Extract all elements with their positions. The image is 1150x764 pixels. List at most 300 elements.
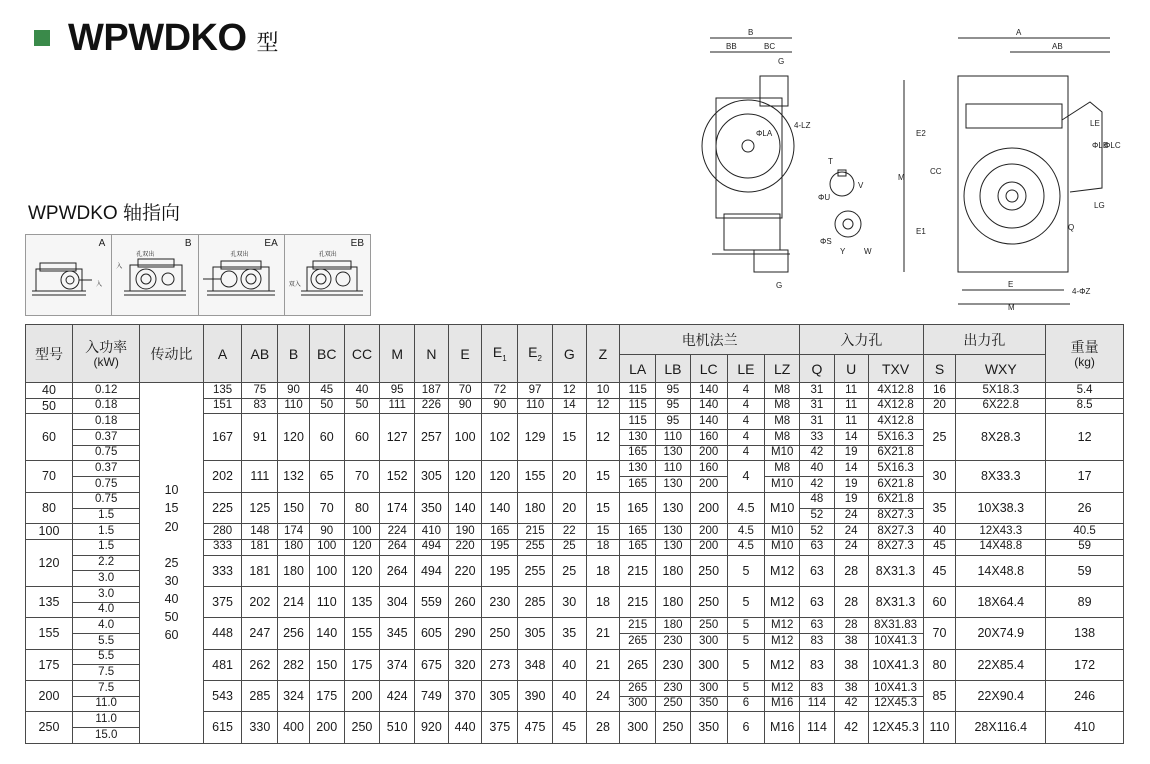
cell-motor: 230 <box>656 634 691 650</box>
cell-dim: 100 <box>309 555 344 586</box>
cell-dim: 324 <box>278 681 310 712</box>
cell-motor: M16 <box>765 696 800 712</box>
svg-text:Y: Y <box>840 247 846 256</box>
th-n: N <box>415 325 449 383</box>
cell-dim: 20 <box>552 461 586 492</box>
cell-dim: 12 <box>586 414 620 461</box>
th-output-hole: 出力孔 <box>923 325 1046 355</box>
cell-input: 42 <box>800 445 835 461</box>
cell-motor: 180 <box>656 586 691 617</box>
cell-dim: 375 <box>203 586 242 617</box>
cell-dim: 230 <box>482 586 518 617</box>
cell-dim: 70 <box>309 492 344 523</box>
cell-motor: 130 <box>656 445 691 461</box>
cell-input: 12X45.3 <box>868 712 923 743</box>
cell-dim: 174 <box>278 524 310 540</box>
th-e: E <box>448 325 482 383</box>
cell-dim: 475 <box>518 712 553 743</box>
orientation-a-note: 入 <box>96 282 103 288</box>
cell-power: 7.5 <box>72 665 139 681</box>
cell-motor: 115 <box>620 398 656 414</box>
cell-input: 8X31.3 <box>868 586 923 617</box>
cell-motor: 300 <box>690 634 727 650</box>
cell-dim: 60 <box>309 414 344 461</box>
cell-power: 0.75 <box>72 445 139 461</box>
cell-motor: 180 <box>656 555 691 586</box>
cell-output: 110 <box>923 712 956 743</box>
orientation-b-label: B <box>184 238 192 249</box>
cell-model: 135 <box>26 586 73 617</box>
cell-input: 8X31.3 <box>868 555 923 586</box>
cell-motor: 115 <box>620 414 656 430</box>
cell-motor: M16 <box>765 712 800 743</box>
cell-dim: 20 <box>552 492 586 523</box>
th-lc: LC <box>690 355 727 383</box>
cell-motor: 4 <box>727 383 765 399</box>
cell-input: 42 <box>800 477 835 493</box>
cell-dim: 120 <box>278 414 310 461</box>
cell-model: 155 <box>26 618 73 649</box>
th-z: Z <box>586 325 620 383</box>
gearbox-eb-icon <box>285 235 371 315</box>
cell-input: 5X16.3 <box>868 461 923 477</box>
th-e1: $E_1$ <box>482 325 518 383</box>
cell-motor: M10 <box>765 477 800 493</box>
cell-output: 60 <box>923 586 956 617</box>
cell-motor: M12 <box>765 681 800 697</box>
cell-power: 4.0 <box>72 602 139 618</box>
cell-motor: 5 <box>727 681 765 697</box>
cell-dim: 25 <box>552 555 586 586</box>
cell-motor: 350 <box>690 696 727 712</box>
cell-dim: 305 <box>482 681 518 712</box>
cell-dim: 375 <box>482 712 518 743</box>
cell-dim: 282 <box>278 649 310 680</box>
cell-dim: 132 <box>278 461 310 492</box>
cell-dim: 262 <box>242 649 278 680</box>
dim-bb: BB <box>726 42 737 51</box>
cell-dim: 448 <box>203 618 242 649</box>
cell-input: 10X41.3 <box>868 649 923 680</box>
cell-power: 1.5 <box>72 524 139 540</box>
cell-input: 63 <box>800 618 835 634</box>
orientation-a-label: A <box>98 238 106 249</box>
cell-dim: 12 <box>552 383 586 399</box>
cell-dim: 333 <box>203 555 242 586</box>
th-u: U <box>834 355 868 383</box>
cell-weight: 89 <box>1046 586 1124 617</box>
cell-dim: 40 <box>552 649 586 680</box>
orientation-eb-note: 孔双出 <box>318 252 337 258</box>
cell-power: 5.5 <box>72 634 139 650</box>
cell-motor: M12 <box>765 586 800 617</box>
cell-dim: 348 <box>518 649 553 680</box>
cell-dim: 21 <box>586 649 620 680</box>
cell-motor: 4.5 <box>727 524 765 540</box>
front-view-drawing <box>898 28 1121 312</box>
th-lb: LB <box>656 355 691 383</box>
cell-motor: 200 <box>690 492 727 523</box>
orientation-eb-note2: 双入 <box>288 282 301 288</box>
cell-dim: 200 <box>309 712 344 743</box>
cell-motor: 4 <box>727 414 765 430</box>
cell-input: 42 <box>834 712 868 743</box>
th-m: M <box>380 325 415 383</box>
cell-motor: 4.5 <box>727 539 765 555</box>
svg-text:ΦS: ΦS <box>820 237 832 246</box>
cell-output: 25 <box>923 414 956 461</box>
th-model: 型号 <box>26 325 73 383</box>
cell-motor: 6 <box>727 696 765 712</box>
orientation-b-note2: 入 <box>116 264 123 270</box>
cell-output: 14X48.8 <box>956 539 1046 555</box>
cell-power: 0.37 <box>72 430 139 446</box>
cell-motor: 130 <box>656 539 691 555</box>
cell-motor: 140 <box>690 414 727 430</box>
cell-dim: 127 <box>380 414 415 461</box>
cell-input: 19 <box>834 445 868 461</box>
cell-power: 7.5 <box>72 681 139 697</box>
cell-input: 40 <box>800 461 835 477</box>
cell-motor: 180 <box>656 618 691 634</box>
cell-dim: 155 <box>344 618 380 649</box>
cell-dim: 111 <box>380 398 415 414</box>
cell-input: 48 <box>800 492 835 508</box>
svg-text:E1: E1 <box>916 227 926 236</box>
cell-input: 14 <box>834 430 868 446</box>
cell-dim: 40 <box>552 681 586 712</box>
cell-motor: M12 <box>765 618 800 634</box>
side-view-drawing <box>702 28 811 290</box>
cell-dim: 675 <box>415 649 449 680</box>
svg-text:CC: CC <box>930 167 942 176</box>
svg-text:M: M <box>1008 303 1015 312</box>
cell-output: 8X28.3 <box>956 414 1046 461</box>
cell-dim: 180 <box>518 492 553 523</box>
cell-dim: 65 <box>309 461 344 492</box>
cell-motor: 115 <box>620 383 656 399</box>
cell-output: 8X33.3 <box>956 461 1046 492</box>
cell-output: 80 <box>923 649 956 680</box>
cell-dim: 280 <box>203 524 242 540</box>
cell-dim: 24 <box>586 681 620 712</box>
cell-dim: 15 <box>586 492 620 523</box>
cell-output: 70 <box>923 618 956 649</box>
cell-motor: 300 <box>620 696 656 712</box>
cell-weight: 59 <box>1046 555 1124 586</box>
cell-input: 8X27.3 <box>868 524 923 540</box>
cell-dim: 45 <box>309 383 344 399</box>
cell-dim: 390 <box>518 681 553 712</box>
th-lz: LZ <box>765 355 800 383</box>
cell-dim: 195 <box>482 539 518 555</box>
th-ratio: 传动比 <box>140 325 203 383</box>
cell-input: 31 <box>800 414 835 430</box>
cell-input: 28 <box>834 586 868 617</box>
svg-text:E2: E2 <box>916 129 926 138</box>
cell-input: 11 <box>834 383 868 399</box>
cell-input: 63 <box>800 555 835 586</box>
th-g: G <box>552 325 586 383</box>
cell-weight: 5.4 <box>1046 383 1124 399</box>
cell-dim: 90 <box>482 398 518 414</box>
cell-motor: 110 <box>656 430 691 446</box>
cell-dim: 83 <box>242 398 278 414</box>
cell-dim: 50 <box>344 398 380 414</box>
cell-dim: 50 <box>309 398 344 414</box>
cell-output: 45 <box>923 555 956 586</box>
cell-dim: 370 <box>448 681 482 712</box>
th-le: LE <box>727 355 765 383</box>
cell-dim: 80 <box>344 492 380 523</box>
spec-body <box>26 383 1124 744</box>
cell-power: 4.0 <box>72 618 139 634</box>
cell-model: 60 <box>26 414 73 461</box>
cell-weight: 12 <box>1046 414 1124 461</box>
cell-output: 28X116.4 <box>956 712 1046 743</box>
orientation-eb-label: EB <box>350 238 364 249</box>
cell-dim: 175 <box>309 681 344 712</box>
orientation-b-note: 孔双出 <box>136 252 155 258</box>
cell-dim: 102 <box>482 414 518 461</box>
svg-text:V: V <box>858 181 864 190</box>
cell-output: 20X74.9 <box>956 618 1046 649</box>
cell-dim: 225 <box>203 492 242 523</box>
svg-text:ΦU: ΦU <box>818 193 831 202</box>
cell-dim: 260 <box>448 586 482 617</box>
cell-dim: 14 <box>552 398 586 414</box>
cell-output: 20 <box>923 398 956 414</box>
cell-motor: 95 <box>656 414 691 430</box>
cell-dim: 224 <box>380 524 415 540</box>
cell-model: 120 <box>26 539 73 586</box>
cell-power: 0.37 <box>72 461 139 477</box>
cell-dim: 181 <box>242 539 278 555</box>
cell-dim: 167 <box>203 414 242 461</box>
cell-dim: 72 <box>482 383 518 399</box>
dim-g-top: G <box>778 57 785 66</box>
cell-motor: M8 <box>765 430 800 446</box>
cell-motor: 4.5 <box>727 492 765 523</box>
cell-dim: 12 <box>586 398 620 414</box>
cell-dim: 333 <box>203 539 242 555</box>
cell-dim: 125 <box>242 492 278 523</box>
cell-motor: 165 <box>620 445 656 461</box>
cell-dim: 187 <box>415 383 449 399</box>
cell-motor: 5 <box>727 618 765 634</box>
cell-dim: 543 <box>203 681 242 712</box>
cell-dim: 110 <box>278 398 310 414</box>
cell-motor: 4 <box>727 445 765 461</box>
dim-bc: BC <box>764 42 776 51</box>
cell-dim: 181 <box>242 555 278 586</box>
spec-table <box>25 324 1124 744</box>
cell-dim: 150 <box>309 649 344 680</box>
orientation-ea <box>199 235 285 315</box>
orientation-eb <box>285 235 370 315</box>
orientation-b <box>112 235 198 315</box>
cell-input: 31 <box>800 383 835 399</box>
cell-dim: 920 <box>415 712 449 743</box>
cell-output: 16 <box>923 383 956 399</box>
cell-dim: 90 <box>448 398 482 414</box>
cell-motor: 250 <box>656 712 691 743</box>
cell-dim: 100 <box>309 539 344 555</box>
cell-dim: 15 <box>586 524 620 540</box>
cell-motor: 215 <box>620 555 656 586</box>
cell-dim: 111 <box>242 461 278 492</box>
cell-weight: 59 <box>1046 539 1124 555</box>
cell-dim: 215 <box>518 524 553 540</box>
gearbox-ea-icon <box>199 235 285 315</box>
cell-dim: 25 <box>552 539 586 555</box>
svg-text:E: E <box>1008 280 1014 289</box>
cell-dim: 345 <box>380 618 415 649</box>
cell-output: 12X43.3 <box>956 524 1046 540</box>
cell-weight: 26 <box>1046 492 1124 523</box>
cell-dim: 285 <box>518 586 553 617</box>
cell-dim: 120 <box>344 555 380 586</box>
th-e2: $E_2$ <box>518 325 553 383</box>
cell-dim: 18 <box>586 555 620 586</box>
cell-motor: 6 <box>727 712 765 743</box>
cell-dim: 140 <box>448 492 482 523</box>
gearbox-b-icon <box>112 235 198 315</box>
th-la: LA <box>620 355 656 383</box>
cell-output: 5X18.3 <box>956 383 1046 399</box>
cell-power: 2.2 <box>72 555 139 571</box>
title-suffix: 型 <box>256 29 279 55</box>
cell-dim: 256 <box>278 618 310 649</box>
cell-motor: 350 <box>690 712 727 743</box>
cell-input: 63 <box>800 539 835 555</box>
cell-input: 4X12.8 <box>868 414 923 430</box>
cell-input: 4X12.8 <box>868 383 923 399</box>
th-ab: AB <box>242 325 278 383</box>
cell-motor: 4 <box>727 430 765 446</box>
cell-dim: 180 <box>278 555 310 586</box>
cell-weight: 246 <box>1046 681 1124 712</box>
cell-motor: 250 <box>690 618 727 634</box>
th-wxy: WXY <box>956 355 1046 383</box>
cell-weight: 138 <box>1046 618 1124 649</box>
cell-dim: 35 <box>552 618 586 649</box>
cell-dim: 155 <box>518 461 553 492</box>
cell-dim: 190 <box>448 524 482 540</box>
cell-motor: 110 <box>656 461 691 477</box>
cell-motor: M12 <box>765 649 800 680</box>
orientation-panel <box>25 234 371 316</box>
cell-input: 24 <box>834 539 868 555</box>
cell-input: 6X21.8 <box>868 445 923 461</box>
cell-motor: 130 <box>656 524 691 540</box>
cell-motor: 215 <box>620 586 656 617</box>
svg-text:ΦLB: ΦLB <box>1092 141 1109 150</box>
cell-model: 250 <box>26 712 73 743</box>
cell-dim: 180 <box>278 539 310 555</box>
cell-dim: 140 <box>309 618 344 649</box>
cell-motor: 130 <box>656 492 691 523</box>
cell-input: 38 <box>834 681 868 697</box>
dim-4lz: 4-LZ <box>794 121 811 130</box>
cell-motor: 5 <box>727 586 765 617</box>
cell-motor: 5 <box>727 555 765 586</box>
cell-dim: 494 <box>415 555 449 586</box>
svg-text:M: M <box>898 173 905 182</box>
cell-power: 3.0 <box>72 571 139 587</box>
cell-input: 10X41.3 <box>868 634 923 650</box>
cell-dim: 615 <box>203 712 242 743</box>
cell-dim: 305 <box>415 461 449 492</box>
cell-input: 31 <box>800 398 835 414</box>
th-txv: TXV <box>868 355 923 383</box>
cell-power: 1.5 <box>72 539 139 555</box>
cell-dim: 247 <box>242 618 278 649</box>
cell-output: 45 <box>923 539 956 555</box>
cell-motor: 165 <box>620 539 656 555</box>
cell-motor: 5 <box>727 649 765 680</box>
cell-input: 33 <box>800 430 835 446</box>
th-a: A <box>203 325 242 383</box>
cell-dim: 440 <box>448 712 482 743</box>
cell-motor: 130 <box>620 430 656 446</box>
cell-motor: 4 <box>727 461 765 492</box>
cell-output: 40 <box>923 524 956 540</box>
cell-motor: M10 <box>765 539 800 555</box>
cell-dim: 151 <box>203 398 242 414</box>
cell-dim: 220 <box>448 539 482 555</box>
cell-power: 0.12 <box>72 383 139 399</box>
cell-dim: 120 <box>344 539 380 555</box>
cell-dim: 481 <box>203 649 242 680</box>
cell-output: 22X85.4 <box>956 649 1046 680</box>
th-power: 入功率 (kW) <box>72 325 139 383</box>
cell-dim: 226 <box>415 398 449 414</box>
cell-motor: 215 <box>620 618 656 634</box>
table-row <box>26 383 1124 399</box>
cell-input: 10X41.3 <box>868 681 923 697</box>
cell-motor: M8 <box>765 461 800 477</box>
cell-dim: 15 <box>552 414 586 461</box>
cell-input: 52 <box>800 508 835 524</box>
cell-motor: 140 <box>690 383 727 399</box>
cell-dim: 120 <box>482 461 518 492</box>
cell-motor: 250 <box>690 555 727 586</box>
cell-dim: 129 <box>518 414 553 461</box>
cell-motor: 265 <box>620 681 656 697</box>
cell-dim: 257 <box>415 414 449 461</box>
cell-dim: 330 <box>242 712 278 743</box>
cell-dim: 510 <box>380 712 415 743</box>
cell-motor: M8 <box>765 414 800 430</box>
cell-motor: 160 <box>690 461 727 477</box>
cell-weight: 172 <box>1046 649 1124 680</box>
cell-model: 175 <box>26 649 73 680</box>
cell-motor: M10 <box>765 524 800 540</box>
gearbox-a-icon <box>26 235 112 315</box>
cell-motor: M10 <box>765 445 800 461</box>
cell-motor: 200 <box>690 524 727 540</box>
cell-dim: 202 <box>242 586 278 617</box>
cell-dim: 135 <box>344 586 380 617</box>
dim-g-bottom: G <box>776 281 783 290</box>
cell-input: 4X12.8 <box>868 398 923 414</box>
cell-dim: 75 <box>242 383 278 399</box>
cell-weight: 40.5 <box>1046 524 1124 540</box>
cell-dim: 70 <box>448 383 482 399</box>
cell-model: 80 <box>26 492 73 523</box>
cell-motor: 230 <box>656 649 691 680</box>
